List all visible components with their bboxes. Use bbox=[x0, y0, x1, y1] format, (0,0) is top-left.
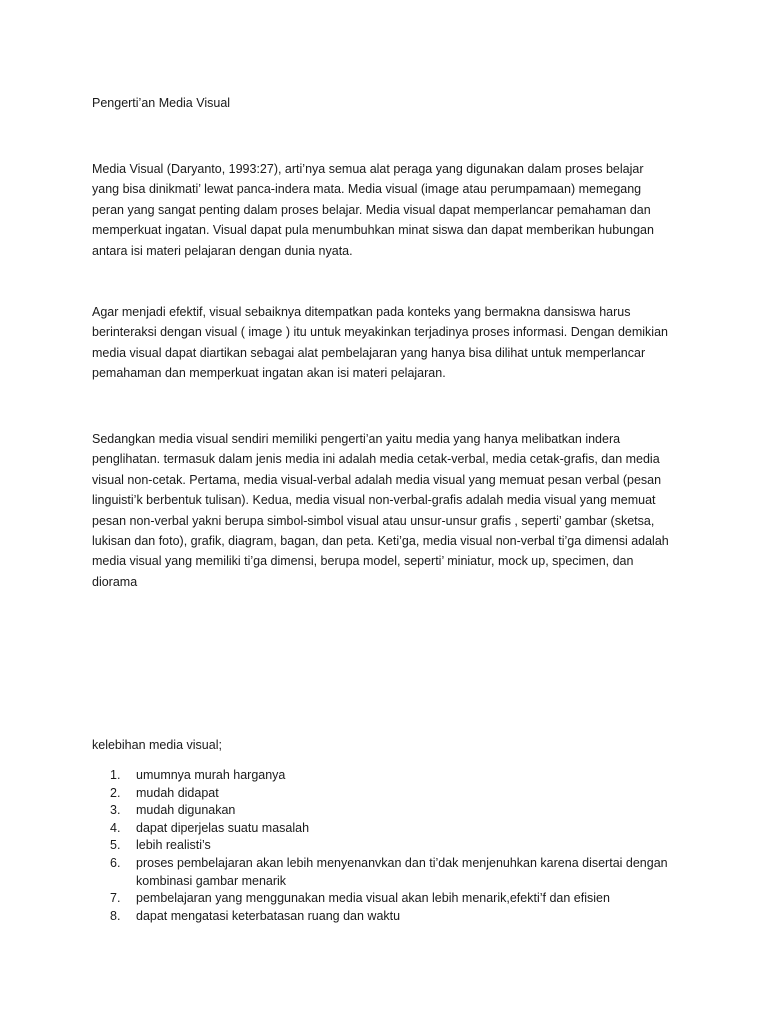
list-item-text: dapat mengatasi keterbatasan ruang dan waktu bbox=[136, 908, 401, 923]
list-item-number: 6. bbox=[110, 855, 121, 870]
list-item bbox=[110, 890, 680, 908]
list-item-text: pembelajaran yang menggunakan media visual akan lebih menarik,efekti’f dan efisien bbox=[136, 891, 610, 906]
list-item-number: 7. bbox=[110, 891, 121, 906]
list-item bbox=[110, 837, 680, 855]
list-item bbox=[110, 908, 680, 926]
list-item bbox=[110, 767, 680, 785]
list-item-number: 4. bbox=[110, 820, 121, 835]
list-item-text: mudah didapat bbox=[136, 785, 219, 800]
paragraph-definition: Media Visual (Daryanto, 1993:27), arti’nya semua alat peraga yang digunakan dalam proses belajar yang bisa dinikmati’ lewat panca-indera mata. Media visual (image atau perumpamaan) memegang peran yang sangat penting dalam proses belajar. Media visual dapat memperlancar pemahaman dan memperkuat ingatan. Visual dapat pula menumbuhkan minat siswa dan dapat memberikan hubungan antara isi materi pelajaran dengan dunia nyata. bbox=[92, 162, 654, 258]
advantages-list bbox=[110, 767, 680, 925]
list-item-text: umumnya murah harganya bbox=[136, 768, 286, 782]
paragraph-effectiveness: Agar menjadi efektif, visual sebaiknya ditempatkan pada konteks yang bermakna dansiswa harus berinteraksi dengan visual ( image ) itu untuk meyakinkan terjadinya proses informasi. Dengan demikian media visual dapat diartikan sebagai alat pembelajaran yang hanya bisa dilihat untuk memperlancar pemahaman dan memperkuat ingatan akan isi materi pelajaran. bbox=[92, 305, 668, 381]
list-item-text: proses pembelajaran akan lebih menyenanvkan dan ti’dak menjenuhkan karena disertai dengan kombinasi gambar menarik bbox=[136, 855, 668, 888]
list-item-text: dapat diperjelas suatu masalah bbox=[136, 820, 310, 835]
list-item-number: 5. bbox=[110, 838, 121, 853]
list-item-text: mudah digunakan bbox=[136, 803, 236, 818]
list-item bbox=[110, 855, 680, 890]
list-item-number: 1. bbox=[110, 768, 121, 782]
list-item-number: 8. bbox=[110, 908, 121, 923]
list-item-text: lebih realisti’s bbox=[136, 838, 211, 853]
list-item bbox=[110, 802, 680, 820]
list-item-number: 2. bbox=[110, 785, 121, 800]
document-title: Pengerti’an Media Visual bbox=[92, 96, 231, 110]
list-item-number: 3. bbox=[110, 803, 121, 818]
paragraph-types: Sedangkan media visual sendiri memiliki pengerti’an yaitu media yang hanya melibatkan indera penglihatan. termasuk dalam jenis media ini adalah media cetak-verbal, media cetak-grafis, dan media visual non-cetak. Pertama, media visual-verbal adalah media visual yang memuat pesan verbal (pesan linguisti’k berbentuk tulisan). Kedua, media visual non-verbal-grafis adalah media visual yang memuat pesan non-verbal yakni berupa simbol-simbol visual atau unsur-unsur grafis , seperti’ gambar (sketsa, lukisan dan foto), grafik, diagram, bagan, dan peta. Keti’ga, media visual non-verbal ti’ga dimensi adalah media visual yang memiliki ti’ga dimensi, berupa model, seperti’ miniatur, mock up, specimen, dan diorama bbox=[92, 432, 669, 589]
advantages-heading: kelebihan media visual; bbox=[92, 738, 222, 752]
list-item bbox=[110, 820, 680, 838]
list-item bbox=[110, 785, 680, 803]
